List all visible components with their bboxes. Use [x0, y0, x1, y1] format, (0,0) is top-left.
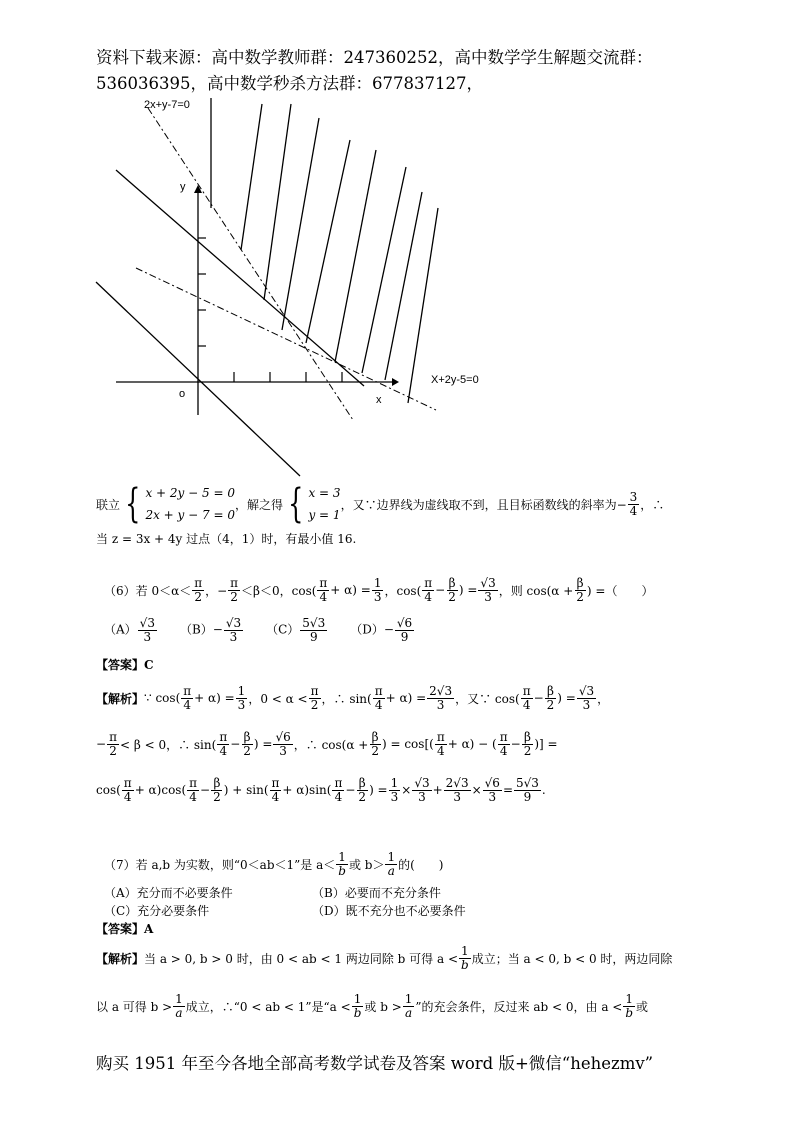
linear-programming-graph	[0, 90, 794, 490]
q6-answer: 【答案】C	[96, 658, 154, 672]
system-2	[308, 482, 340, 526]
system-brace-2: {	[288, 481, 304, 527]
objective-line-1	[116, 170, 364, 386]
text-lianli: 联立	[96, 497, 121, 512]
header-line-2: 536036395，高中数学秒杀方法群：677837127，	[96, 74, 483, 93]
line-label-2x-y-7: 2x+y-7=0	[144, 99, 190, 111]
q5-solution-line-2: 当 z = 3x + 4y 过点（4，1）时，有最小值 16.	[96, 532, 357, 546]
q7-option-d: （D）既不充分也不必要条件	[312, 904, 466, 918]
footer-text: 购买 1951 年至今各地全部高考数学试卷及答案 word 版+微信“hehezmv”	[96, 1054, 654, 1073]
q6-analysis-line-3: cos( $\frac{\pi}{4}$ + α)cos( $\frac{\pi}{4}$ − $\frac{\beta}{2}$ ) + sin( $\frac{\pi}{4}$ + α)sin( $\frac{\pi}{4}$ − $\frac{\beta}{2}$ ) = $\frac{1}{3}$ × $\frac{√3}{3}$ + $\frac{2√3}{3}$ × $\frac{√6}{3}$ = $\frac{5√3}{9}$ .	[96, 775, 546, 804]
q6-option-a: （A） $\frac{√3}{3}$	[104, 615, 155, 644]
system-1-eq-2: 2x + y − 7 = 0	[145, 508, 235, 522]
text-jie: ，解之得	[234, 497, 283, 512]
system-2-eq-1: x = 3	[308, 486, 341, 500]
q7-stem: （7）若 a,b 为实数，则“0＜ab＜1”是 a＜ $\frac{1}{b}$ 或 b＞ $\frac{1}{a}$ 的( )	[104, 849, 444, 878]
q6-options	[104, 612, 415, 648]
system-1-eq-1: x + 2y − 5 = 0	[145, 486, 235, 500]
boundary-line-2x-y-7	[148, 108, 353, 420]
q6-analysis-line-1: 【解析】 ∵ cos( $\frac{\pi}{4}$ + α) = $\frac{1}{3}$ ，0 < α < $\frac{\pi}{2}$ ，∴ sin( $\frac{\pi}{4}$ + α) = $\frac{2√3}{3}$ ，又∵ cos( $\frac{\pi}{4}$ − $\frac{\beta}{2}$ ) = $\frac{√3}{3}$ ，	[96, 683, 610, 712]
x-axis-label: x	[376, 394, 382, 406]
line-label-x-2y-5: X+2y-5=0	[431, 374, 479, 386]
system-brace-1: {	[125, 481, 141, 527]
q7-answer: 【答案】A	[96, 922, 154, 936]
q6-option-c: （C） $\frac{5√3}{9}$	[266, 615, 326, 644]
q5-solution-line-1	[96, 481, 664, 527]
header-line-1: 资料下载来源：高中数学教师群：247360252，高中数学学生解题交流群：	[96, 48, 653, 67]
q7-option-b: （B）必要而不充分条件	[312, 886, 441, 900]
system-1	[145, 482, 235, 526]
origin-label: o	[179, 388, 186, 400]
slope-fraction: $\frac{3}{4}$	[629, 489, 638, 518]
q7-option-a: （A）充分而不必要条件	[104, 886, 233, 900]
q7-analysis-line-1: 【解析】 当 a > 0, b > 0 时，由 0 < ab < 1 两边同除 b 可得 a < $\frac{1}{b}$ 成立；当 a < 0, b < 0 时，两边同除	[96, 943, 673, 972]
q7-analysis-line-2: 以 a 可得 b > $\frac{1}{a}$ 成立，∴“0 < ab < 1”是“a < $\frac{1}{b}$ 或 b > $\frac{1}{a}$ ”的充会条件，反过来 ab < 0，由 a < $\frac{1}{b}$ 或	[96, 991, 649, 1020]
y-axis-label: y	[180, 181, 186, 193]
shaded-region-hatching	[211, 98, 438, 403]
q6-stem: （6）若 0＜α＜ $\frac{\pi}{2}$ ，− $\frac{\pi}{2}$ ＜β＜0，cos( $\frac{\pi}{4}$ + α) = $\frac{1}{3}$ ，cos( $\frac{\pi}{4}$ − $\frac{\beta}{2}$ ) = $\frac{√3}{3}$ ，则 cos(α + $\frac{\beta}{2}$ ) =（ ）	[104, 575, 654, 604]
q7-option-c: （C）充分必要条件	[104, 904, 210, 918]
text-reason: ，又∵边界线为虚线取不到，且目标函数线的斜率为−	[340, 497, 627, 512]
x-axis-arrow	[392, 378, 399, 386]
q6-option-b: （B）− $\frac{√3}{3}$	[179, 615, 242, 644]
q6-analysis-line-2: − $\frac{\pi}{2}$ < β < 0，∴ sin( $\frac{\pi}{4}$ − $\frac{\beta}{2}$ ) = $\frac{√6}{3}$ ，∴ cos(α + $\frac{\beta}{2}$ ) = cos[( $\frac{\pi}{4}$ + α) − ( $\frac{\pi}{4}$ − $\frac{\beta}{2}$ )] =	[96, 729, 558, 758]
system-2-eq-2: y = 1	[308, 508, 341, 522]
text-therefore: ，∴	[640, 497, 665, 512]
q6-option-d: （D）− $\frac{√6}{9}$	[350, 615, 413, 644]
